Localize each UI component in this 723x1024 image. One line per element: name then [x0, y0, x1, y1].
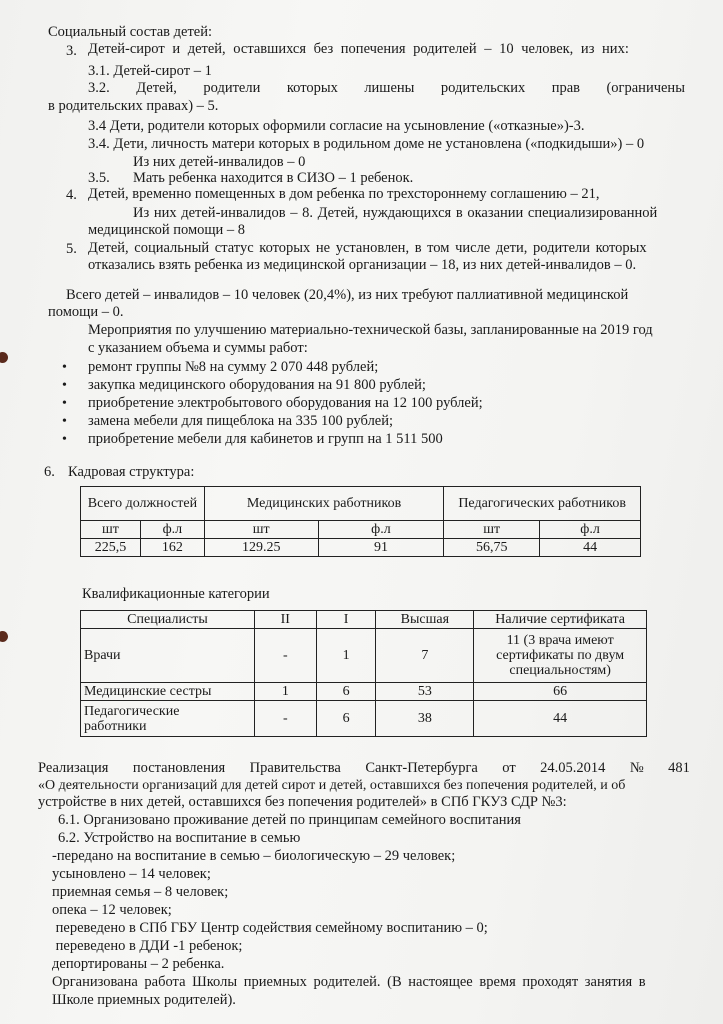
qual-cell: 6: [316, 701, 376, 737]
staff-sub-cell: шт: [81, 521, 141, 539]
word: Санкт-Петербурга: [365, 760, 478, 776]
bullet-item: • приобретение мебели для кабинетов и групп на 1 511 500: [88, 431, 443, 448]
measures-line2: с указанием объема и суммы работ:: [88, 340, 308, 356]
qual-cell: 1: [254, 683, 316, 701]
family-line: приемная семья – 8 человек;: [52, 884, 229, 900]
word: лишены: [364, 80, 415, 96]
heading-social: Социальный состав детей:: [48, 24, 213, 40]
qual-cell: 11 (3 врача имеют сертификаты по двум специальностям): [474, 629, 647, 683]
staff-sub-cell: ф.л: [140, 521, 204, 539]
item-5-num: 5.: [66, 241, 77, 257]
staff-value-cell: 162: [140, 539, 204, 557]
item-4-line2: Из них детей-инвалидов – 8. Детей, нуждающихся в оказании специализированной: [133, 205, 658, 221]
qual-cell: 38: [376, 701, 474, 737]
qual-cell: 7: [376, 629, 474, 683]
qual-row-label: Врачи: [81, 629, 255, 683]
staff-sub-cell: шт: [444, 521, 540, 539]
staff-value-cell: 225,5: [81, 539, 141, 557]
family-line: -передано на воспитание в семью – биологическую – 29 человек;: [52, 848, 456, 864]
qual-head-cell: II: [254, 611, 316, 629]
item-3-2-line1: [88, 80, 685, 97]
qual-row-label: Педагогические работники: [81, 701, 255, 737]
decree-line3: устройстве в них детей, оставшихся без попечения родителей» в СПб ГКУЗ СДР №3:: [38, 794, 567, 810]
staff-value-cell: 129.25: [204, 539, 318, 557]
item-3-4b: 3.4. Дети, личность матери которых в родильном доме не установлена («подкидыши») – 0: [88, 136, 645, 152]
family-line: переведено в ДДИ -1 ребенок;: [52, 938, 243, 954]
qual-cell: 66: [474, 683, 647, 701]
qual-head-cell: I: [316, 611, 376, 629]
qualification-title: Квалификационные категории: [82, 586, 270, 602]
section-6-num: 6.: [44, 464, 55, 480]
section-6-title: Кадровая структура:: [68, 464, 195, 480]
family-line: усыновлено – 14 человек;: [52, 866, 211, 882]
qual-row-label: Медицинские сестры: [81, 683, 255, 701]
word: 481: [668, 760, 690, 776]
staff-sub-cell: ф.л: [318, 521, 444, 539]
bullet-item: • закупка медицинского оборудования на 91 800 рублей;: [88, 377, 426, 394]
qual-cell: -: [254, 629, 316, 683]
total-line1: Всего детей – инвалидов – 10 человек (20,4%), из них требуют паллиативной медицинской: [66, 287, 629, 303]
decree-line1: [38, 760, 690, 777]
item-3-text: Детей-сирот и детей, оставшихся без попечения родителей – 10 человек, из них:: [88, 41, 629, 57]
word: постановления: [132, 760, 226, 776]
school-line1: Организована работа Школы приемных родителей. (В настоящее время проходят занятия в: [52, 974, 646, 990]
decree-line2: «О деятельности организаций для детей сирот и детей, оставшихся без попечения родителей, и об: [38, 778, 626, 793]
qual-cell: 1: [316, 629, 376, 683]
word: Детей,: [136, 80, 177, 96]
staff-head-total: Всего должностей: [81, 487, 205, 521]
qual-cell: 53: [376, 683, 474, 701]
word: Реализация: [38, 760, 109, 776]
word: которых: [286, 80, 338, 96]
staff-head-medical: Медицинских работников: [204, 487, 443, 521]
word: от: [502, 760, 516, 776]
para-6-1: 6.1. Организовано проживание детей по принципам семейного воспитания: [58, 812, 521, 828]
item-5-line2: отказались взять ребенка из медицинской организации – 18, из них детей-инвалидов – 0.: [88, 257, 637, 273]
word: родители: [203, 80, 261, 96]
family-line: опека – 12 человек;: [52, 902, 172, 918]
qual-cell: 6: [316, 683, 376, 701]
item-5-line1: Детей, социальный статус которых не установлен, в том числе дети, родители которых: [88, 240, 647, 256]
item-4-text: Детей, временно помещенных в дом ребенка по трехстороннему соглашению – 21,: [88, 186, 600, 202]
qual-head-cell: Высшая: [376, 611, 474, 629]
school-line2: Школе приемных родителей).: [52, 992, 236, 1008]
item-3-5-num: 3.5.: [88, 170, 110, 186]
total-line2: помощи – 0.: [48, 304, 124, 320]
staff-value-cell: 44: [540, 539, 641, 557]
item-3-1: 3.1. Детей-сирот – 1: [88, 63, 212, 79]
item-3-num: 3.: [66, 43, 77, 59]
qualification-table: [80, 610, 647, 737]
word: родительских: [440, 80, 526, 96]
staff-sub-cell: шт: [204, 521, 318, 539]
word: (ограничены: [606, 80, 685, 96]
measures-line1: Мероприятия по улучшению материально-технической базы, запланированные на 2019 год: [88, 322, 653, 338]
item-4-line3: медицинской помощи – 8: [88, 222, 246, 238]
word: прав: [551, 80, 580, 96]
staff-sub-cell: ф.л: [540, 521, 641, 539]
item-3-2-line2: в родительских правах) – 5.: [48, 98, 219, 114]
word: 24.05.2014: [540, 760, 606, 776]
punch-hole-top: [0, 352, 8, 363]
staff-table: [80, 486, 641, 557]
qual-head-cell: Наличие сертификата: [474, 611, 647, 629]
qual-cell: 44: [474, 701, 647, 737]
item-4-num: 4.: [66, 187, 77, 203]
bullet-item: • приобретение электробытового оборудования на 12 100 рублей;: [88, 395, 483, 412]
staff-value-cell: 91: [318, 539, 444, 557]
item-3-4b-sub: Из них детей-инвалидов – 0: [133, 154, 306, 170]
qual-head-cell: Специалисты: [81, 611, 255, 629]
family-line: депортированы – 2 ребенка.: [52, 956, 225, 972]
bullet-item: • ремонт группы №8 на сумму 2 070 448 рублей;: [88, 359, 378, 376]
punch-hole-bottom: [0, 631, 8, 642]
qual-cell: -: [254, 701, 316, 737]
word: 3.2.: [88, 80, 110, 96]
staff-head-pedagogical: Педагогических работников: [444, 487, 641, 521]
family-line: переведено в СПб ГБУ Центр содействия семейному воспитанию – 0;: [52, 920, 488, 936]
para-6-2: 6.2. Устройство на воспитание в семью: [58, 830, 301, 846]
item-3-4a: 3.4 Дети, родители которых оформили согласие на усыновление («отказные»)-3.: [88, 118, 585, 134]
item-3-5-text: Мать ребенка находится в СИЗО – 1 ребенок.: [133, 170, 414, 186]
word: №: [629, 760, 644, 776]
word: Правительства: [249, 760, 341, 776]
bullet-item: • замена мебели для пищеблока на 335 100 рублей;: [88, 413, 393, 430]
staff-value-cell: 56,75: [444, 539, 540, 557]
